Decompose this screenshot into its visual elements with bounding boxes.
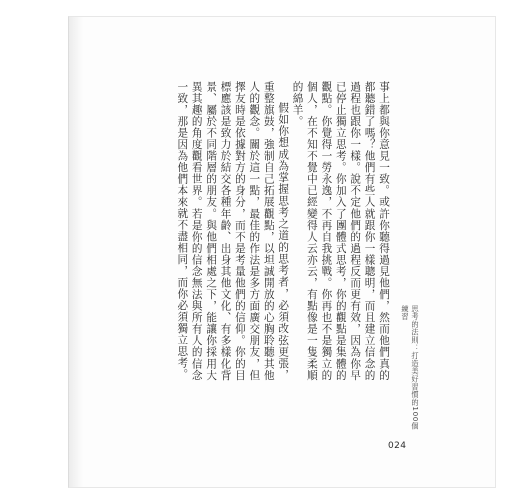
paragraph-1: 事上都與你意見一致。或許你聽得過見他們，然而他們真的都聽錯了嗎？他們有些人就跟你一樣聰明，而且建立信念的過程也跟你一樣。說不定他們的過程反而更有效，因為你早已停止獨立思考。你加入了團體式思考，你的觀點是集體的觀點。你覺得一勞永逸，不再自我挑戰。你再也不是獨立的個人，在不知不覺中已經變得人云亦云，有點像是一隻柔順的綿羊。 (291, 81, 390, 381)
body-text-column (175, 81, 401, 381)
gutter-shadow (69, 17, 83, 487)
paragraph-2: 假如你想成為掌握思考之道的思考者，必須改弦更張，重整旗鼓，強制自己拓展觀點，以坦誠開放的心胸聆聽其他人的觀念。關於這一點，最佳的作法是多方面廣交朋友，但擇友時是依據對方的身分，而不是考量他們的信仰。你的目標應該是致力於結交各種年齡、出身其他文化、有多樣化背景、屬於不同階層的朋友。與他們相處之下，能讓你採用大異其趣的角度觀看世界。若是你的信念無法與所有人的信念一致，那是因為他們本來就不盡相同，而你必須獨立思考。 (176, 81, 290, 381)
page-number: 024 (388, 441, 407, 451)
running-head: 思考的法則：打造美好習慣的100個練習 (401, 305, 420, 430)
book-page (68, 16, 496, 488)
